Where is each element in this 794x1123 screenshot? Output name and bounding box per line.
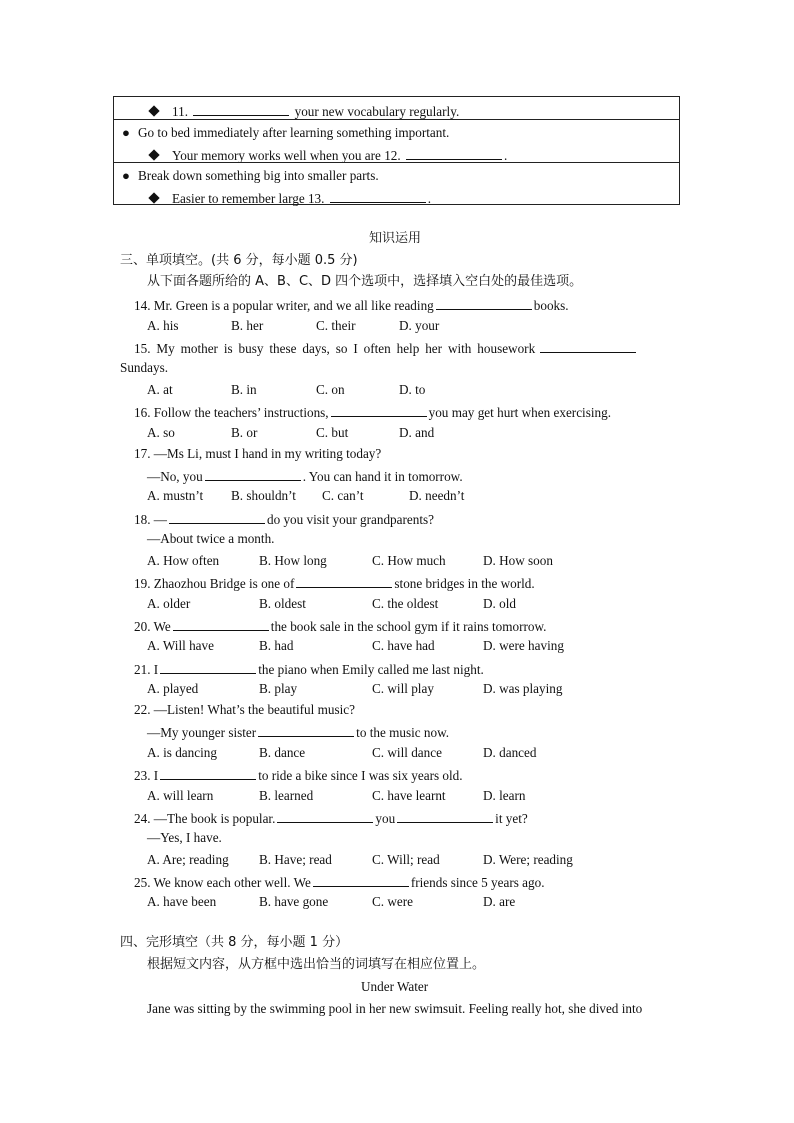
q22-reply-end: to the music now. [356,725,450,740]
blank-23 [160,766,256,780]
row3-sub-text: Easier to remember large 13. [172,191,325,206]
option-b: B. in [231,382,257,397]
option-c: C. their [316,318,356,333]
option-b: B. oldest [259,596,306,611]
q24-stem-end: it yet? [495,811,528,826]
option-d: D. to [399,382,426,397]
option-c: C. on [316,382,345,397]
blank-13 [330,189,426,203]
option-c: C. have had [372,638,435,653]
row1-number: 11. [172,104,188,119]
question-24 [134,809,528,827]
option-b: B. have gone [259,894,329,909]
option-a: A. at [147,382,173,397]
q15-stem: 15. My mother is busy these days, so I often help her with housework [134,341,536,356]
option-a: A. played [147,681,199,696]
q17-reply-end: . You can hand it in tomorrow. [302,469,463,484]
blank-21 [160,660,256,674]
option-a: A. Will have [147,638,214,653]
option-d: D. needn’t [409,488,465,503]
option-b: B. dance [259,745,306,760]
option-a: A. is dancing [147,745,217,760]
q21-stem: 21. I [134,662,159,677]
blank-14 [436,296,532,310]
option-c: C. were [372,894,414,909]
diamond-bullet-icon [148,192,159,203]
row2-period: . [503,148,508,163]
option-b: B. shouldn’t [231,488,296,503]
section3-instruction: 从下面各题所给的 A、B、C、D 四个选项中，选择填入空白处的最佳选项。 [147,274,583,289]
question-19 [134,574,535,592]
option-b: B. play [259,681,298,696]
q15-continuation: Sundays. [120,360,168,375]
option-d: D. Were; reading [483,852,573,867]
question-15 [134,339,638,357]
option-b: B. learned [259,788,314,803]
option-c: C. Will; read [372,852,440,867]
q22-reply [147,723,449,741]
option-a: A. mustn’t [147,488,204,503]
option-d: D. was playing [483,681,563,696]
question-25 [134,873,545,891]
memory-tips-table [113,96,680,205]
option-b: B. or [231,425,258,440]
q16-stem: 16. Follow the teachers’ instructions, [134,405,329,420]
option-a: A. his [147,318,179,333]
option-a: A. so [147,425,175,440]
q22-reply-start: —My younger sister [147,725,257,740]
q25-stem: 25. We know each other well. We [134,875,311,890]
option-d: D. and [399,425,435,440]
option-c: C. but [316,425,349,440]
section4-heading: 四、完形填空（共 8 分，每小题 1 分） [120,935,349,950]
option-c: C. will play [372,681,434,696]
q24-stem: 24. —The book is popular. [134,811,276,826]
q20-stem: 20. We [134,619,171,634]
question-21 [134,660,484,678]
question-14 [134,296,569,314]
q24-reply: —Yes, I have. [147,830,222,845]
option-b: B. had [259,638,294,653]
q18-stem-end: do you visit your grandparents? [266,512,434,527]
option-b: B. Have; read [259,852,332,867]
option-b: B. How long [259,553,327,568]
option-d: D. were having [483,638,564,653]
blank-19 [296,574,392,588]
dot-bullet-icon: ● [122,125,130,140]
question-16 [134,403,611,421]
row2-sub-text: Your memory works well when you are 12. [172,148,401,163]
q19-stem: 19. Zhaozhou Bridge is one of [134,576,295,591]
diamond-bullet-icon [148,149,159,160]
blank-15 [540,339,636,353]
question-17: 17. —Ms Li, must I hand in my writing today? [134,446,382,461]
blank-18 [169,510,265,524]
q17-reply [147,467,463,485]
option-a: A. will learn [147,788,214,803]
q24-stem-mid: you [375,811,396,826]
q17-reply-start: —No, you [147,469,203,484]
q14-stem-end: books. [533,298,569,313]
blank-22 [258,723,354,737]
option-a: A. older [147,596,191,611]
blank-24b [397,809,493,823]
option-c: C. the oldest [372,596,439,611]
dot-bullet-icon: ● [122,168,130,183]
q20-stem-end: the book sale in the school gym if it rains tomorrow. [270,619,547,634]
option-c: C. have learnt [372,788,446,803]
row1-text: your new vocabulary regularly. [294,104,460,119]
option-c: C. can’t [322,488,364,503]
q25-stem-end: friends since 5 years ago. [410,875,545,890]
blank-20 [173,617,269,631]
option-c: C. How much [372,553,446,568]
option-a: A. How often [147,553,220,568]
table-row-2 [114,119,679,163]
blank-12 [406,146,502,160]
question-20 [134,617,546,635]
q21-stem-end: the piano when Emily called me last night. [258,662,484,677]
diamond-bullet-icon [148,105,159,116]
option-d: D. danced [483,745,537,760]
row3-period: . [427,191,432,206]
blank-24a [277,809,373,823]
row2-main-text: Go to bed immediately after learning something important. [138,125,450,140]
story-title: Under Water [361,979,429,994]
option-c: C. will dance [372,745,442,760]
blank-17 [205,467,301,481]
row3-main-text: Break down something big into smaller parts. [138,168,379,183]
q23-stem: 23. I [134,768,159,783]
blank-11 [193,102,289,116]
blank-25 [313,873,409,887]
table-row-3 [114,162,679,206]
q16-stem-end: you may get hurt when exercising. [428,405,611,420]
question-23 [134,766,463,784]
option-d: D. are [483,894,516,909]
q23-stem-end: to ride a bike since I was six years old. [258,768,463,783]
option-a: A. Are; reading [147,852,229,867]
story-first-line: Jane was sitting by the swimming pool in her new swimsuit. Feeling really hot, she dived into [147,1001,643,1016]
question-18 [134,510,434,528]
section-title: 知识运用 [369,231,422,246]
q19-stem-end: stone bridges in the world. [394,576,535,591]
question-22: 22. —Listen! What’s the beautiful music? [134,702,355,717]
option-d: D. How soon [483,553,553,568]
option-d: D. learn [483,788,526,803]
table-row-1 [150,102,459,120]
q18-stem: 18. — [134,512,167,527]
q18-reply: —About twice a month. [147,531,275,546]
section3-heading: 三、单项填空。(共 6 分，每小题 0.5 分) [120,253,358,268]
option-b: B. her [231,318,264,333]
option-d: D. old [483,596,516,611]
blank-16 [331,403,427,417]
section4-instruction: 根据短文内容，从方框中选出恰当的词填写在相应位置上。 [147,957,486,972]
option-d: D. your [399,318,440,333]
option-a: A. have been [147,894,217,909]
q14-stem: 14. Mr. Green is a popular writer, and we all like reading [134,298,434,313]
